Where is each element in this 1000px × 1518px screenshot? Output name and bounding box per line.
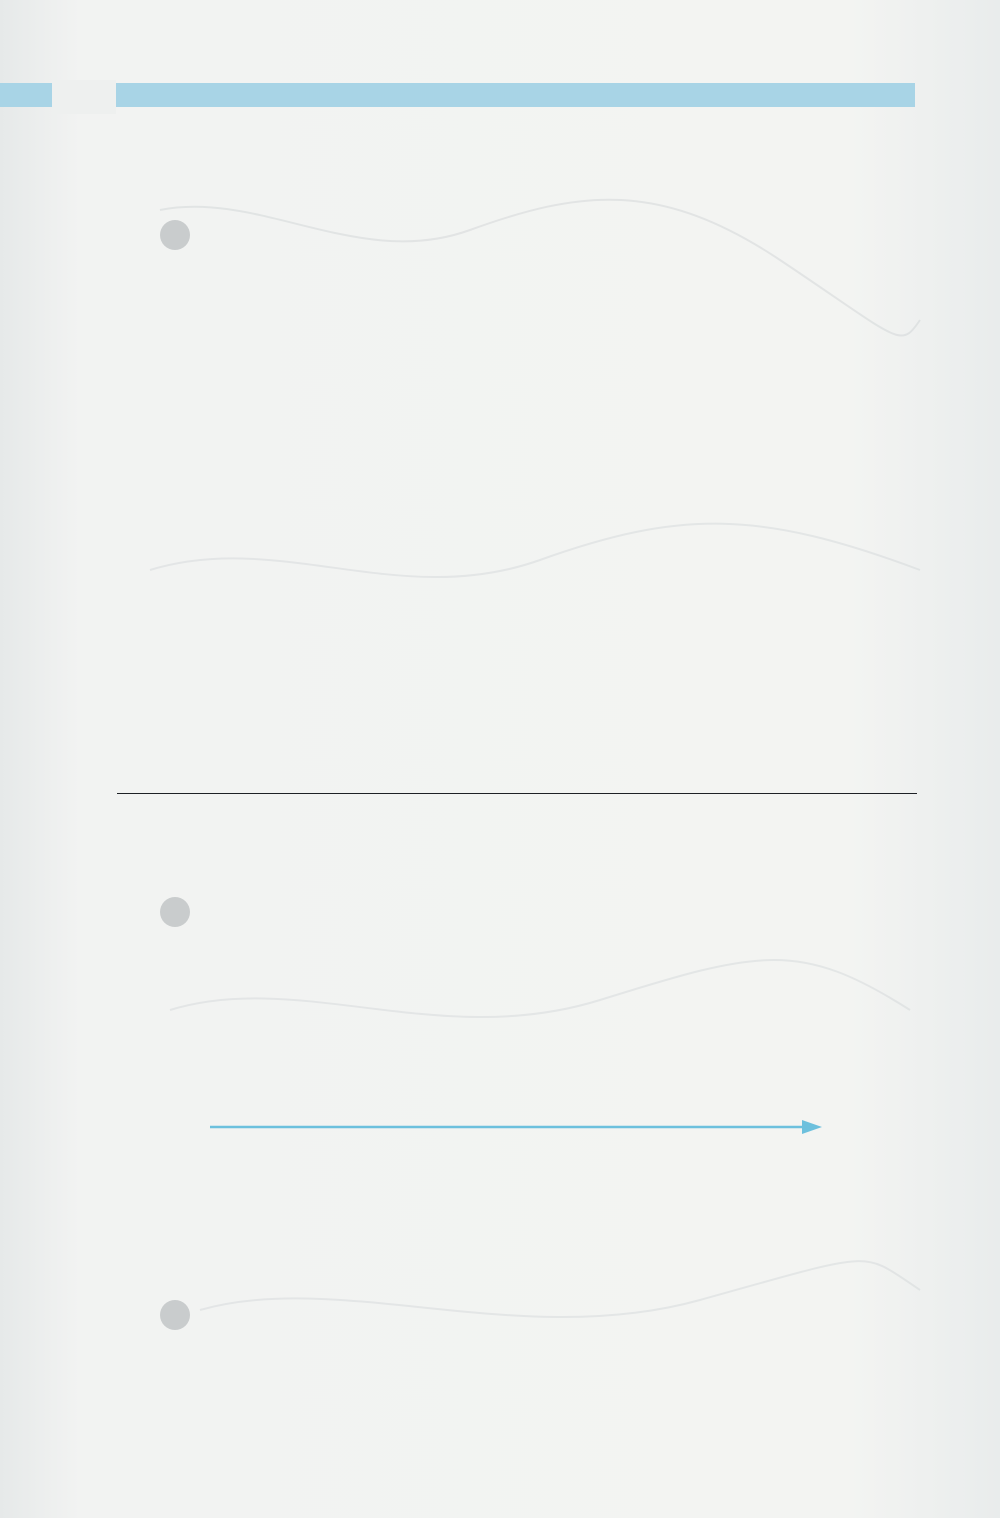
- task8-text-block: [117, 897, 917, 935]
- header-band: [0, 83, 915, 107]
- task7-number: [160, 220, 190, 250]
- task9-text-block: [117, 1300, 917, 1338]
- timeline: [190, 1000, 830, 1210]
- timeline-arrowhead: [802, 1120, 822, 1134]
- answer-line: [117, 793, 917, 794]
- task9-number: [160, 1300, 190, 1330]
- page-number: [52, 80, 116, 114]
- bleed-through-map: [140, 150, 930, 1480]
- task7-intro: [117, 220, 917, 258]
- task8-number: [160, 897, 190, 927]
